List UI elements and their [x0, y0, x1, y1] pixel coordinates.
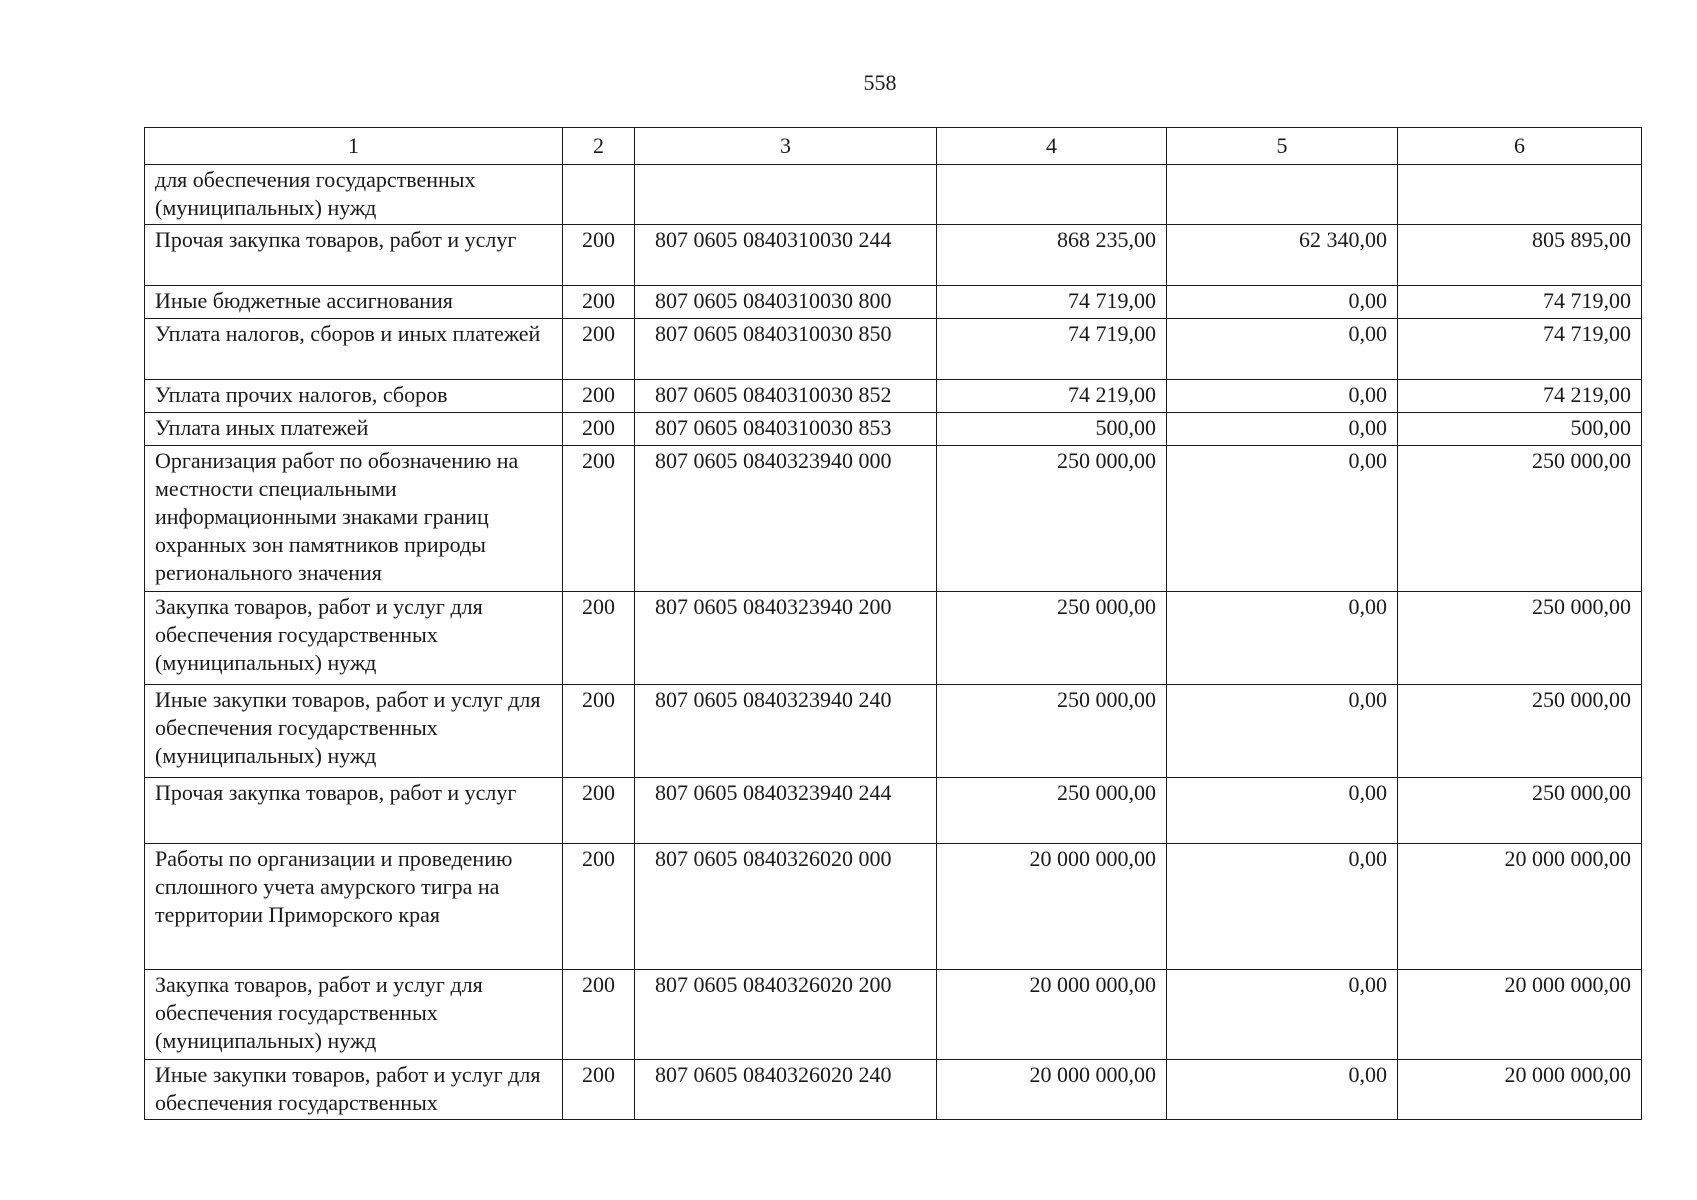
row-name-cell: Иные закупки товаров, работ и услуг для обеспечения государственных (муниципальных) нужд [145, 685, 563, 778]
table-row [145, 380, 1642, 413]
row-name-cell: Организация работ по обозначению на местности специальными информационными знаками границ охранных зон памятников природы регионального значения [145, 446, 563, 592]
row-code-cell: 200 [563, 225, 635, 286]
row-col5-cell: 0,00 [1167, 844, 1398, 970]
row-col5-cell: 0,00 [1167, 685, 1398, 778]
row-name-cell: для обеспечения государственных (муниципальных) нужд [145, 165, 563, 225]
row-col6-cell: 250 000,00 [1398, 592, 1642, 685]
row-kbk-cell: 807 0605 0840326020 000 [635, 844, 937, 970]
header-cell: 3 [635, 128, 937, 165]
row-col6-cell [1398, 165, 1642, 225]
row-name-cell: Уплата прочих налогов, сборов [145, 380, 563, 413]
row-code-cell: 200 [563, 844, 635, 970]
table-row [145, 165, 1642, 225]
row-kbk-cell: 807 0605 0840310030 852 [635, 380, 937, 413]
row-name-cell: Уплата иных платежей [145, 413, 563, 446]
row-code-cell: 200 [563, 380, 635, 413]
row-name-cell: Прочая закупка товаров, работ и услуг [145, 778, 563, 844]
row-name-cell: Прочая закупка товаров, работ и услуг [145, 225, 563, 286]
table-row [145, 1060, 1642, 1120]
table-row [145, 685, 1642, 778]
row-col6-cell: 74 719,00 [1398, 286, 1642, 319]
table-row [145, 970, 1642, 1060]
row-col5-cell: 0,00 [1167, 592, 1398, 685]
row-col6-cell: 250 000,00 [1398, 778, 1642, 844]
row-col5-cell: 0,00 [1167, 970, 1398, 1060]
row-col5-cell: 0,00 [1167, 319, 1398, 380]
row-col4-cell: 20 000 000,00 [937, 844, 1167, 970]
row-code-cell: 200 [563, 778, 635, 844]
row-col6-cell: 500,00 [1398, 413, 1642, 446]
row-col5-cell: 0,00 [1167, 413, 1398, 446]
row-col4-cell: 20 000 000,00 [937, 970, 1167, 1060]
row-kbk-cell: 807 0605 0840326020 240 [635, 1060, 937, 1120]
row-col6-cell: 250 000,00 [1398, 446, 1642, 592]
row-col5-cell: 0,00 [1167, 446, 1398, 592]
table-row [145, 844, 1642, 970]
row-col4-cell: 20 000 000,00 [937, 1060, 1167, 1120]
row-col4-cell: 74 219,00 [937, 380, 1167, 413]
row-kbk-cell: 807 0605 0840326020 200 [635, 970, 937, 1060]
row-col4-cell: 250 000,00 [937, 778, 1167, 844]
row-kbk-cell [635, 165, 937, 225]
row-code-cell: 200 [563, 413, 635, 446]
header-cell: 1 [145, 128, 563, 165]
table-row [145, 446, 1642, 592]
row-col6-cell: 74 219,00 [1398, 380, 1642, 413]
row-name-cell: Иные бюджетные ассигнования [145, 286, 563, 319]
row-kbk-cell: 807 0605 0840310030 800 [635, 286, 937, 319]
row-col6-cell: 20 000 000,00 [1398, 970, 1642, 1060]
row-col5-cell: 0,00 [1167, 1060, 1398, 1120]
row-col6-cell: 20 000 000,00 [1398, 1060, 1642, 1120]
row-code-cell: 200 [563, 592, 635, 685]
row-code-cell [563, 165, 635, 225]
row-col4-cell: 250 000,00 [937, 685, 1167, 778]
row-col6-cell: 20 000 000,00 [1398, 844, 1642, 970]
page-number: 558 [863, 70, 897, 95]
row-kbk-cell: 807 0605 0840310030 853 [635, 413, 937, 446]
table-row [145, 319, 1642, 380]
table-row [145, 225, 1642, 286]
table-row [145, 413, 1642, 446]
row-code-cell: 200 [563, 286, 635, 319]
row-kbk-cell: 807 0605 0840310030 850 [635, 319, 937, 380]
row-col5-cell [1167, 165, 1398, 225]
row-col5-cell: 62 340,00 [1167, 225, 1398, 286]
row-col4-cell [937, 165, 1167, 225]
table-row [145, 286, 1642, 319]
header-cell: 6 [1398, 128, 1642, 165]
row-name-cell: Закупка товаров, работ и услуг для обеспечения государственных (муниципальных) нужд [145, 592, 563, 685]
row-name-cell: Работы по организации и проведению сплошного учета амурского тигра на территории Приморского края [145, 844, 563, 970]
row-code-cell: 200 [563, 685, 635, 778]
row-code-cell: 200 [563, 970, 635, 1060]
row-kbk-cell: 807 0605 0840323940 000 [635, 446, 937, 592]
budget-table [144, 127, 1642, 1120]
row-col6-cell: 74 719,00 [1398, 319, 1642, 380]
row-col6-cell: 805 895,00 [1398, 225, 1642, 286]
table-row [145, 778, 1642, 844]
header-cell: 2 [563, 128, 635, 165]
table-row [145, 592, 1642, 685]
row-name-cell: Закупка товаров, работ и услуг для обеспечения государственных (муниципальных) нужд [145, 970, 563, 1060]
row-col5-cell: 0,00 [1167, 286, 1398, 319]
row-col4-cell: 868 235,00 [937, 225, 1167, 286]
table-header-row [145, 128, 1642, 165]
row-col5-cell: 0,00 [1167, 380, 1398, 413]
row-kbk-cell: 807 0605 0840310030 244 [635, 225, 937, 286]
row-col4-cell: 74 719,00 [937, 286, 1167, 319]
row-col4-cell: 250 000,00 [937, 592, 1167, 685]
row-col5-cell: 0,00 [1167, 778, 1398, 844]
row-code-cell: 200 [563, 446, 635, 592]
header-cell: 4 [937, 128, 1167, 165]
row-name-cell: Иные закупки товаров, работ и услуг для обеспечения государственных [145, 1060, 563, 1120]
row-col4-cell: 74 719,00 [937, 319, 1167, 380]
row-code-cell: 200 [563, 319, 635, 380]
header-cell: 5 [1167, 128, 1398, 165]
row-name-cell: Уплата налогов, сборов и иных платежей [145, 319, 563, 380]
row-kbk-cell: 807 0605 0840323940 244 [635, 778, 937, 844]
row-kbk-cell: 807 0605 0840323940 240 [635, 685, 937, 778]
row-code-cell: 200 [563, 1060, 635, 1120]
row-col4-cell: 500,00 [937, 413, 1167, 446]
row-col4-cell: 250 000,00 [937, 446, 1167, 592]
row-col6-cell: 250 000,00 [1398, 685, 1642, 778]
row-kbk-cell: 807 0605 0840323940 200 [635, 592, 937, 685]
